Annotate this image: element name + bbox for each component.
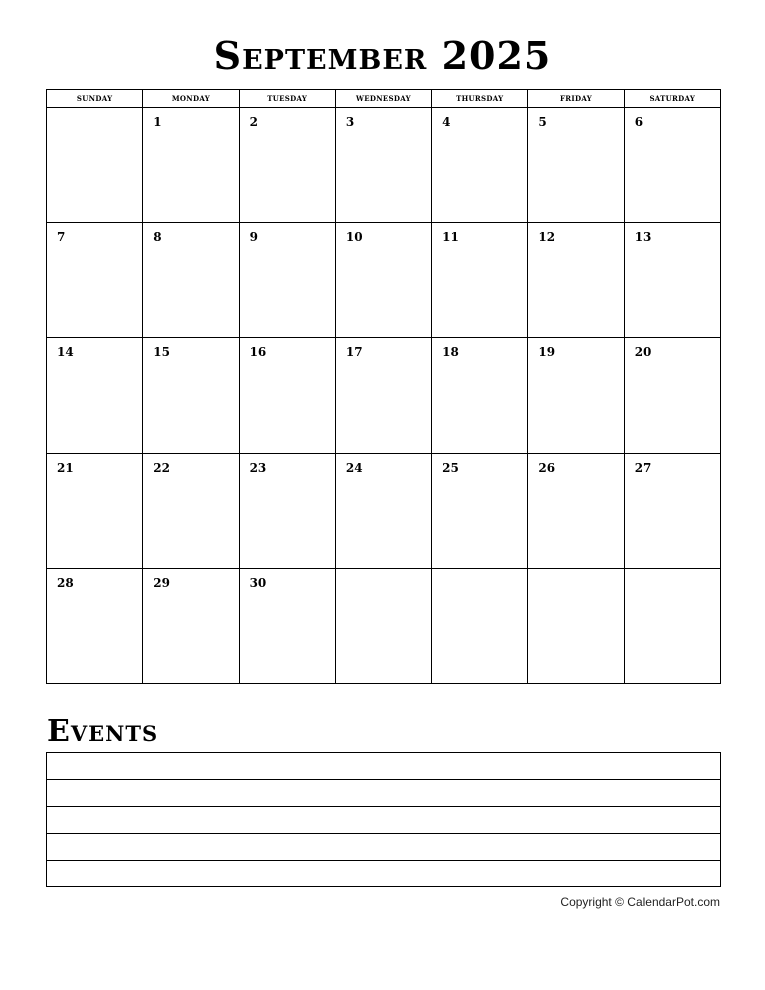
week-row bbox=[47, 108, 721, 223]
weekday-thursday: THURSDAY bbox=[432, 90, 528, 108]
event-line bbox=[47, 753, 720, 780]
day-cell bbox=[143, 453, 239, 568]
day-cell bbox=[239, 568, 335, 683]
day-cell bbox=[239, 223, 335, 338]
day-cell bbox=[624, 108, 720, 223]
day-cell bbox=[335, 453, 431, 568]
day-cell bbox=[47, 223, 143, 338]
day-cell bbox=[47, 453, 143, 568]
day-number: 21 bbox=[57, 460, 74, 475]
day-number: 23 bbox=[249, 460, 267, 475]
day-cell bbox=[335, 108, 431, 223]
day-cell bbox=[528, 223, 624, 338]
day-cell bbox=[143, 568, 239, 683]
day-number: 28 bbox=[57, 575, 74, 590]
day-number: 20 bbox=[634, 345, 652, 360]
day-cell bbox=[624, 223, 720, 338]
day-cell bbox=[143, 108, 239, 223]
day-number bbox=[432, 569, 527, 576]
day-cell bbox=[239, 453, 335, 568]
day-number: 19 bbox=[538, 345, 556, 360]
week-row bbox=[47, 223, 721, 338]
day-cell bbox=[47, 568, 143, 683]
day-cell bbox=[47, 338, 143, 453]
day-number: 30 bbox=[249, 575, 267, 590]
week-row bbox=[47, 453, 721, 568]
weekday-tuesday: TUESDAY bbox=[239, 90, 335, 108]
day-cell bbox=[432, 108, 528, 223]
event-line bbox=[47, 834, 720, 861]
day-number: 22 bbox=[153, 460, 170, 475]
day-cell bbox=[47, 108, 143, 223]
day-number: 26 bbox=[538, 460, 556, 475]
day-number: 6 bbox=[634, 115, 644, 129]
weekday-sunday: SUNDAY bbox=[47, 90, 143, 108]
event-line bbox=[47, 807, 720, 834]
day-cell bbox=[624, 568, 720, 683]
events-title: Events bbox=[47, 714, 159, 749]
day-number: 3 bbox=[345, 115, 355, 129]
day-cell bbox=[432, 453, 528, 568]
day-cell bbox=[432, 223, 528, 338]
weekday-monday: MONDAY bbox=[143, 90, 239, 108]
day-number: 27 bbox=[634, 460, 652, 475]
calendar-grid bbox=[46, 89, 721, 684]
day-number: 2 bbox=[249, 115, 258, 129]
day-number: 14 bbox=[57, 345, 74, 360]
day-number: 12 bbox=[538, 230, 556, 245]
calendar-title: September 2025 bbox=[213, 33, 552, 78]
day-number: 15 bbox=[153, 345, 170, 360]
weekday-saturday: SATURDAY bbox=[624, 90, 720, 108]
day-cell bbox=[432, 568, 528, 683]
day-cell bbox=[335, 338, 431, 453]
day-number bbox=[336, 569, 431, 576]
day-cell bbox=[239, 108, 335, 223]
day-cell bbox=[624, 453, 720, 568]
day-number: 17 bbox=[345, 345, 363, 360]
day-number: 4 bbox=[442, 115, 451, 129]
day-cell bbox=[143, 223, 239, 338]
day-cell bbox=[143, 338, 239, 453]
day-number: 8 bbox=[153, 230, 162, 245]
day-cell bbox=[239, 338, 335, 453]
day-cell bbox=[528, 338, 624, 453]
copyright-text: Copyright © CalendarPot.com bbox=[560, 895, 720, 909]
day-number: 7 bbox=[57, 230, 66, 245]
day-number: 11 bbox=[442, 230, 459, 245]
day-number: 25 bbox=[442, 460, 459, 475]
day-number bbox=[528, 569, 623, 576]
day-number bbox=[47, 108, 142, 115]
day-number: 29 bbox=[153, 575, 170, 590]
day-cell bbox=[335, 223, 431, 338]
weekday-header-row bbox=[47, 90, 721, 108]
day-cell bbox=[432, 338, 528, 453]
weekday-wednesday: WEDNESDAY bbox=[335, 90, 431, 108]
event-line bbox=[47, 780, 720, 807]
day-number: 16 bbox=[249, 345, 267, 360]
week-row bbox=[47, 568, 721, 683]
day-number: 5 bbox=[538, 115, 547, 129]
day-cell bbox=[528, 568, 624, 683]
day-cell bbox=[528, 108, 624, 223]
week-row bbox=[47, 338, 721, 453]
day-number: 24 bbox=[345, 460, 363, 475]
weekday-friday: FRIDAY bbox=[528, 90, 624, 108]
day-number: 18 bbox=[442, 345, 459, 360]
day-number: 9 bbox=[249, 230, 258, 245]
day-number: 13 bbox=[634, 230, 652, 245]
event-line bbox=[47, 861, 720, 888]
events-box bbox=[46, 752, 721, 887]
day-number bbox=[625, 569, 720, 576]
day-cell bbox=[528, 453, 624, 568]
day-cell bbox=[335, 568, 431, 683]
day-number: 1 bbox=[153, 115, 162, 129]
day-number: 10 bbox=[345, 230, 363, 245]
day-cell bbox=[624, 338, 720, 453]
